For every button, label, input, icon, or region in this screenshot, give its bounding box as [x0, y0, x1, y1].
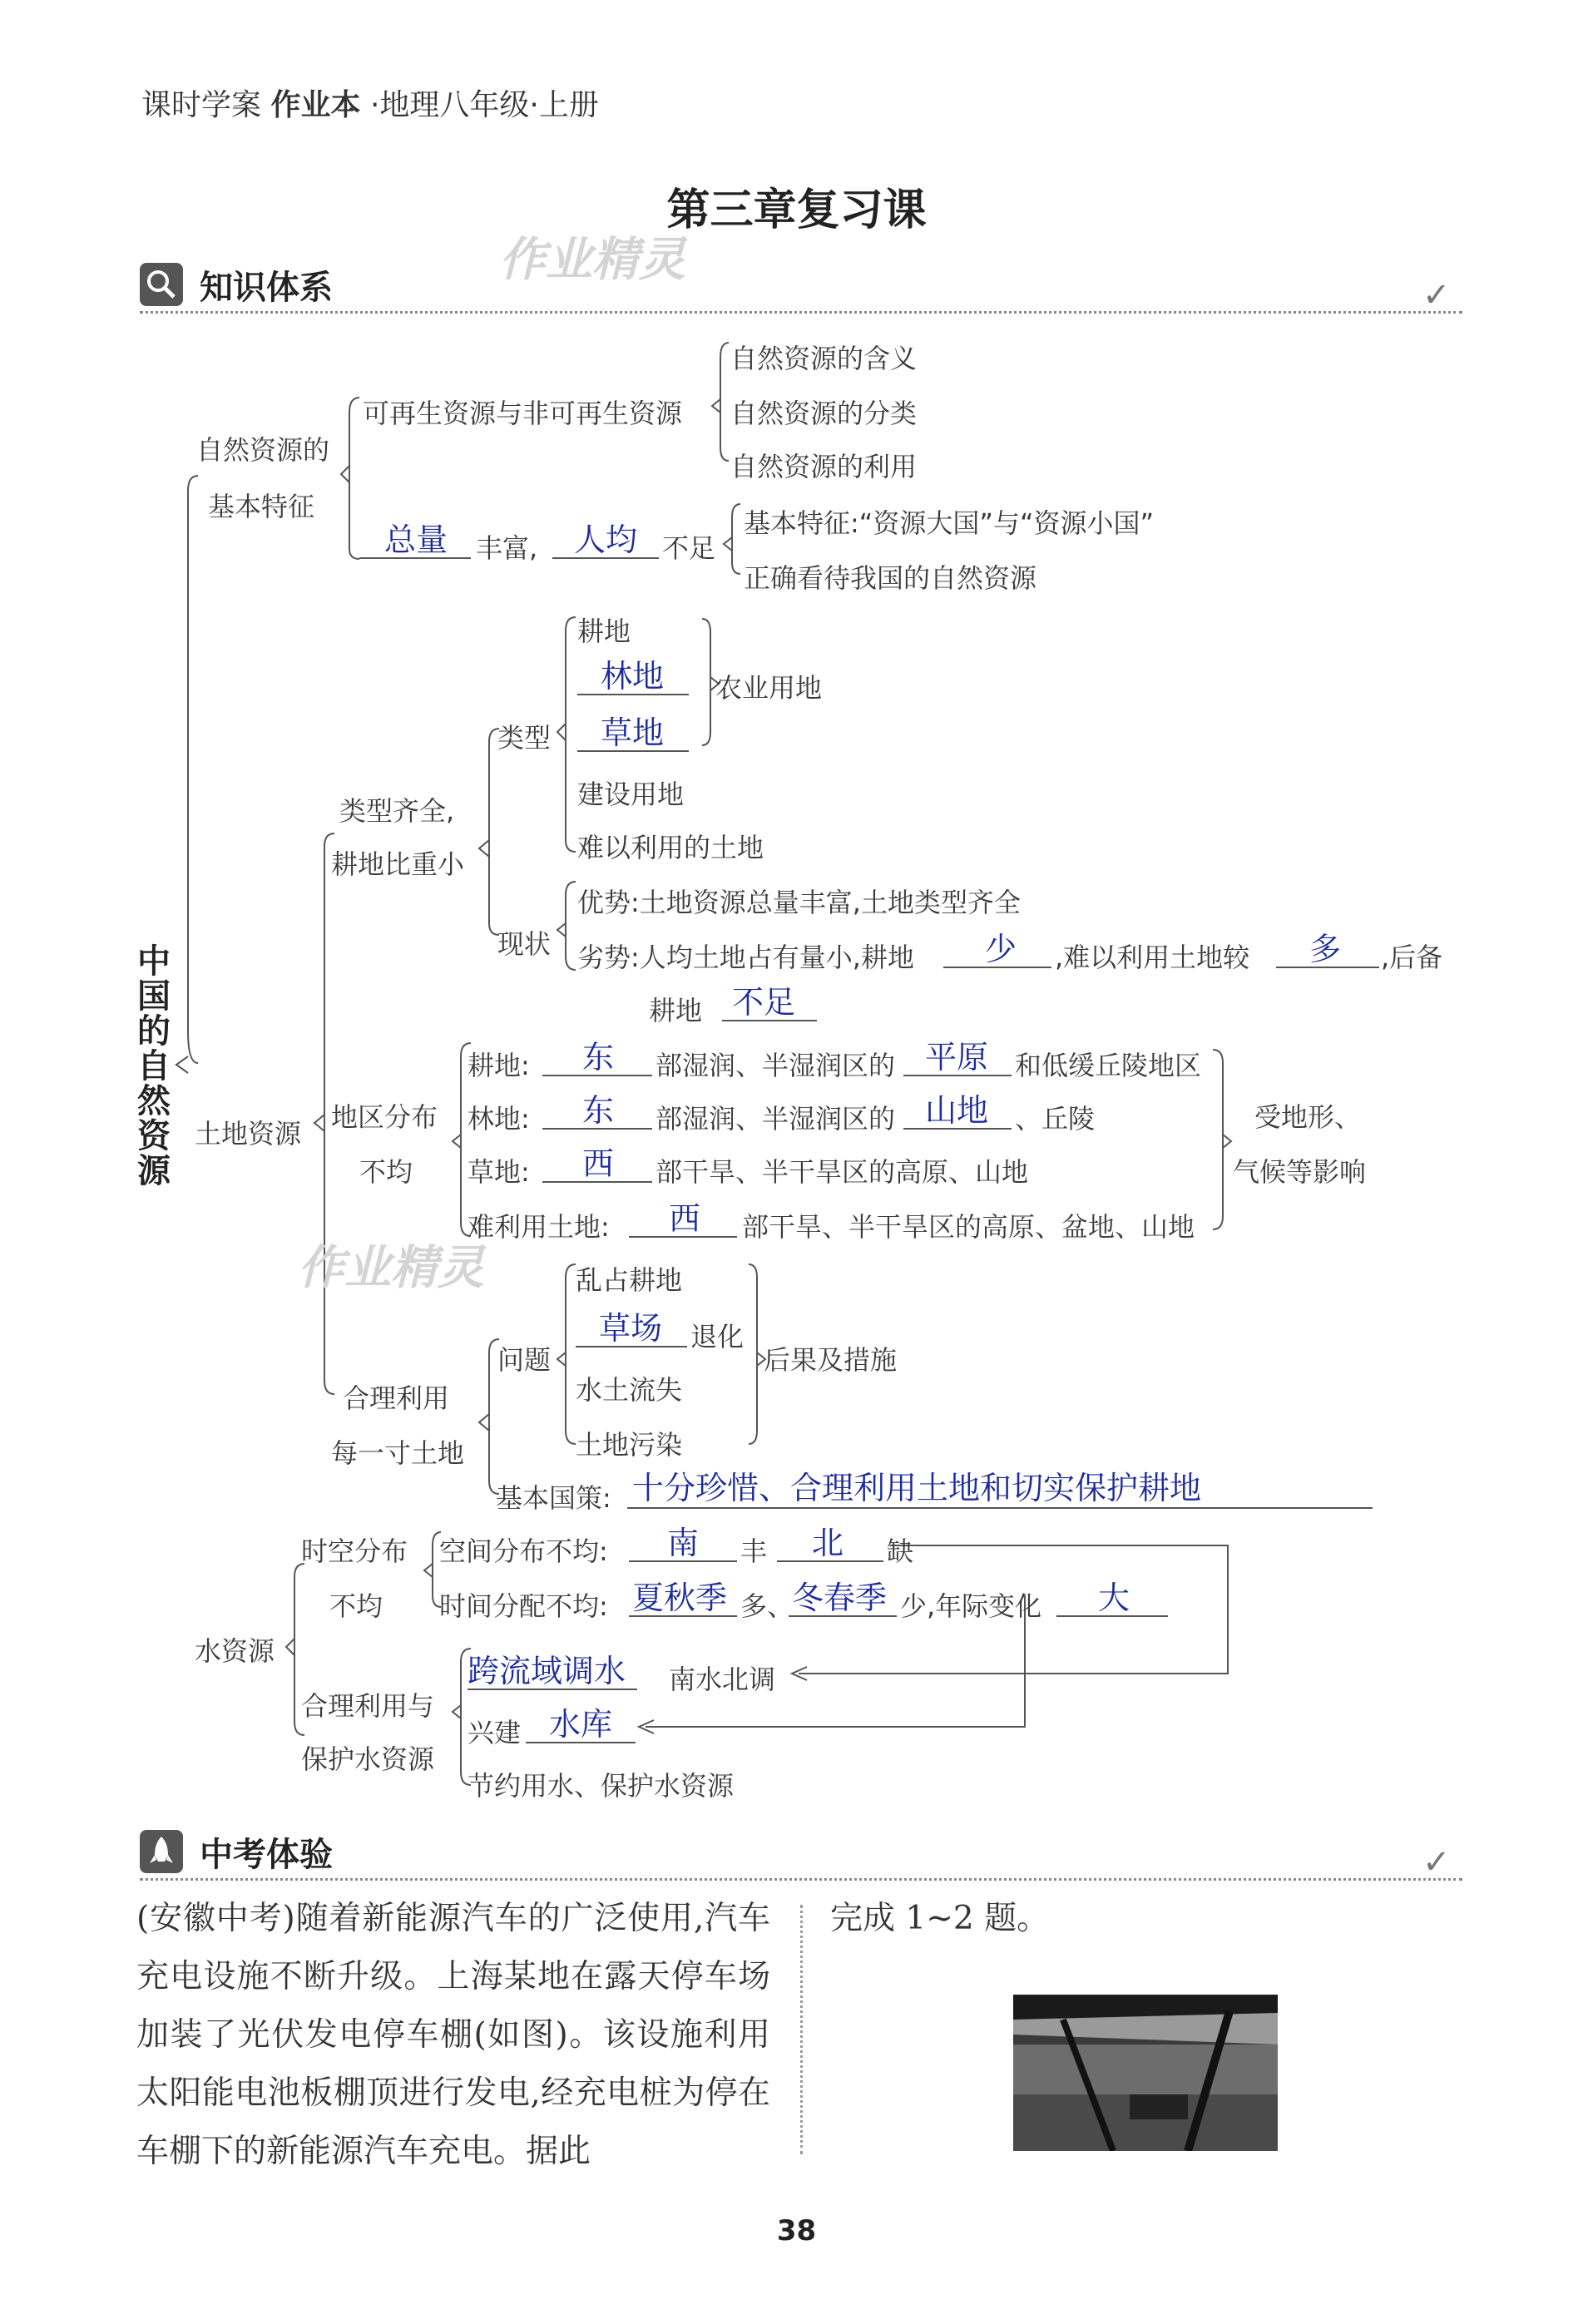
answer-insufficient: 不足	[732, 984, 796, 1021]
watermark-2: 作业精灵	[298, 1241, 484, 1295]
section-exam-title: 中考体验	[200, 1836, 333, 1874]
time-post: 少,年际变化	[900, 1590, 1042, 1622]
answer-north: 北	[812, 1525, 844, 1561]
node-resource-use: 自然资源的利用	[730, 451, 918, 482]
node-land-resources: 土地资源	[195, 1118, 302, 1150]
node-spacetime-2: 不均	[329, 1590, 383, 1622]
space-post: 缺	[887, 1535, 914, 1567]
text-build: 兴建	[468, 1717, 522, 1748]
dist-cultivated-label: 耕地:	[468, 1050, 530, 1081]
check-icon: ✓	[1422, 276, 1451, 314]
answer-little: 少	[985, 931, 1017, 967]
node-low-cultivated: 耕地比重小	[331, 848, 465, 880]
dist-forest-mid: 部湿润、半湿润区的	[656, 1103, 896, 1135]
answer-winter-spring: 冬春季	[792, 1580, 888, 1616]
answer-west-1: 西	[582, 1145, 615, 1182]
text-south-to-north: 南水北调	[669, 1664, 776, 1695]
root-label: 中国的自然资源	[137, 942, 171, 1190]
answer-west-2: 西	[669, 1200, 701, 1237]
problem-occupy: 乱占耕地	[576, 1264, 683, 1296]
node-basic-feature: 基本特征:“资源大国”与“资源小国”	[744, 507, 1155, 539]
section-divider-2	[140, 1878, 1462, 1881]
text-disadvantage-3: ,后备	[1381, 942, 1443, 973]
dist-cultivated-post: 和低缓丘陵地区	[1015, 1050, 1202, 1081]
node-protect-1: 合理利用与	[301, 1690, 435, 1722]
answer-forest: 林地	[601, 658, 665, 695]
problem-pollution: 土地污染	[576, 1429, 683, 1461]
rocket-icon	[140, 1830, 183, 1873]
node-agri-land: 农业用地	[715, 672, 823, 704]
page-number: 38	[776, 2214, 817, 2247]
answer-cross-basin: 跨流域调水	[468, 1653, 626, 1689]
text-disadvantage-2: ,难以利用土地较	[1055, 942, 1250, 973]
section-knowledge-title: 知识体系	[200, 269, 333, 307]
time-label: 时间分配不均:	[439, 1590, 608, 1622]
dist-grass-post: 部干旱、半干旱区的高原、山地	[656, 1156, 1029, 1188]
dist-hard-label: 难利用土地:	[468, 1211, 610, 1243]
space-mid: 丰	[740, 1535, 768, 1567]
header-bold: 作业本	[270, 88, 361, 122]
header-prefix: 课时学案	[141, 88, 262, 122]
exam-question-text: (安徽中考)随着新能源汽车的广泛使用,汽车充电设施不断升级。上海某地在露天停车场加装了光伏发电停车棚(如图)。该设施利用太阳能电池板棚顶进行发电,经充电桩为停在车棚下的新能源汽车充电。据此	[136, 1900, 770, 2170]
column-divider	[800, 1905, 803, 2154]
answer-summer-autumn: 夏秋季	[632, 1580, 728, 1616]
node-influence-2: 气候等影响	[1233, 1156, 1367, 1188]
dist-forest-label: 林地:	[468, 1103, 530, 1135]
text-save-water: 节约用水、保护水资源	[468, 1770, 735, 1802]
node-disadvantage: 劣势:人均土地占有量小,耕地	[577, 942, 914, 973]
node-influence-1: 受地形、	[1254, 1101, 1362, 1133]
text-rich: 丰富,	[476, 532, 538, 564]
node-resource-meaning: 自然资源的含义	[730, 343, 918, 374]
dist-forest-post: 、丘陵	[1015, 1103, 1096, 1135]
answer-grass: 草地	[601, 715, 665, 751]
answer-south: 南	[667, 1525, 700, 1561]
answer-total: 总量	[384, 522, 448, 558]
answer-per-capita: 人均	[574, 522, 638, 558]
text-insufficient: 不足	[662, 532, 716, 564]
answer-east-1: 东	[582, 1039, 615, 1075]
node-construction: 建设用地	[577, 779, 685, 810]
node-hard-land: 难以利用的土地	[577, 832, 764, 863]
dist-grass-label: 草地:	[468, 1156, 530, 1188]
space-label: 空间分布不均:	[439, 1535, 608, 1567]
node-problem: 问题	[497, 1344, 552, 1376]
answer-reservoir: 水库	[549, 1706, 613, 1743]
answer-grassland: 草场	[599, 1310, 663, 1347]
check-icon-2: ✓	[1422, 1843, 1451, 1881]
answer-policy: 十分珍惜、合理利用土地和切实保护耕地	[632, 1470, 1202, 1506]
exam-question-continuation: 完成 1~2 题。	[830, 1900, 1050, 1937]
node-rational-2: 每一寸土地	[331, 1437, 465, 1469]
header-suffix: ·地理八年级·上册	[369, 88, 599, 122]
node-distribution-1: 地区分布	[331, 1101, 438, 1133]
node-basic-features-1: 自然资源的	[196, 434, 330, 466]
problem-erosion: 水土流失	[576, 1374, 683, 1406]
answer-east-2: 东	[582, 1092, 615, 1129]
page-title: 第三章复习课	[666, 185, 927, 235]
answer-large: 大	[1098, 1580, 1130, 1616]
node-protect-2: 保护水资源	[301, 1743, 435, 1775]
problem-degrade: 退化	[690, 1321, 745, 1352]
node-consequence: 后果及措施	[764, 1344, 898, 1376]
solar-carport-photo	[1013, 1995, 1278, 2151]
policy-label: 基本国策:	[496, 1482, 611, 1514]
text-cultivated-2: 耕地	[649, 995, 703, 1026]
answer-plain: 平原	[925, 1039, 989, 1075]
node-resource-classification: 自然资源的分类	[730, 398, 918, 429]
node-water-resources: 水资源	[195, 1635, 275, 1667]
node-distribution-2: 不均	[359, 1156, 413, 1188]
node-types-complete: 类型齐全,	[339, 795, 455, 827]
answer-much: 多	[1309, 931, 1342, 967]
node-advantage: 优势:土地资源总量丰富,土地类型齐全	[577, 887, 1021, 918]
node-status: 现状	[497, 928, 552, 960]
node-correct-view: 正确看待我国的自然资源	[744, 562, 1037, 594]
node-basic-features-2: 基本特征	[208, 491, 315, 522]
dist-hard-post: 部干旱、半干旱区的高原、盆地、山地	[742, 1211, 1195, 1243]
watermark: 作业精灵	[499, 233, 685, 287]
time-mid: 多、	[740, 1590, 794, 1622]
node-type: 类型	[497, 722, 552, 754]
node-spacetime-1: 时空分布	[301, 1535, 408, 1567]
node-renewable: 可再生资源与非可再生资源	[363, 398, 683, 429]
node-cultivated: 耕地	[577, 616, 631, 647]
dist-cultivated-mid: 部湿润、半湿润区的	[656, 1050, 896, 1081]
node-rational-1: 合理利用	[343, 1382, 450, 1414]
answer-mountain: 山地	[925, 1092, 989, 1129]
